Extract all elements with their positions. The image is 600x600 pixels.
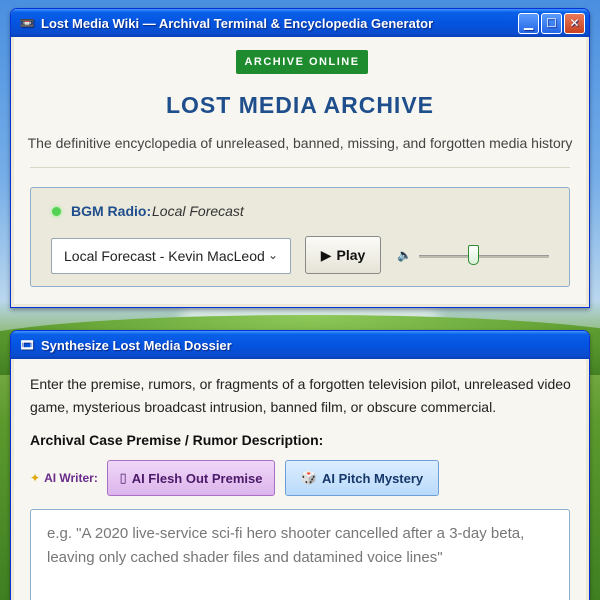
- videotape-icon: 📼: [19, 16, 35, 30]
- window-title: Lost Media Wiki — Archival Terminal & Encyclopedia Generator: [41, 15, 434, 31]
- premise-placeholder: e.g. "A 2020 live-service sci-fi hero shooter cancelled after a 3-day beta, leaving only cached shader files and datamined voice lines": [47, 525, 525, 566]
- dice-icon: 🎲: [300, 470, 318, 485]
- speaker-icon: 🔈: [397, 248, 412, 262]
- titlebar[interactable]: [11, 331, 589, 359]
- play-icon: ▶: [320, 246, 332, 263]
- page-title: LOST MEDIA ARCHIVE: [165, 92, 435, 118]
- bgm-radio-panel: [30, 187, 570, 287]
- brain-icon: ▯: [119, 470, 127, 485]
- ai-writer-text: AI Writer:: [44, 471, 98, 485]
- volume-slider-track[interactable]: [419, 255, 549, 258]
- window-client: [14, 359, 586, 600]
- ai-pitch-mystery-button[interactable]: [285, 460, 439, 496]
- play-button[interactable]: [305, 236, 381, 274]
- maximize-button[interactable]: [541, 13, 562, 34]
- archive-terminal-window: [10, 8, 590, 308]
- minimize-button[interactable]: [518, 13, 539, 34]
- play-button-label: Play: [336, 247, 366, 263]
- premise-field-label: Archival Case Premise / Rumor Description:: [30, 432, 324, 448]
- titlebar[interactable]: [11, 9, 589, 37]
- page-subtitle: The definitive encyclopedia of unreleased, banned, missing, and forgotten media history: [27, 135, 573, 151]
- radio-status-indicator: [52, 207, 61, 216]
- close-button[interactable]: [564, 13, 585, 34]
- ai-writer-label: [30, 471, 98, 485]
- close-icon: ✕: [569, 16, 580, 30]
- chevron-down-icon: ⌄: [267, 248, 278, 262]
- premise-textarea[interactable]: [30, 509, 570, 600]
- window-title: Synthesize Lost Media Dossier: [41, 337, 232, 353]
- window-client: [14, 37, 586, 304]
- film-strip-icon: 🎞: [19, 338, 35, 352]
- sparkle-icon: ✦: [30, 471, 41, 485]
- ai-flesh-out-button[interactable]: [107, 460, 275, 496]
- maximize-icon: ☐: [546, 16, 557, 30]
- minimize-icon: ▁: [523, 16, 534, 30]
- track-select[interactable]: [51, 238, 291, 274]
- ai-pitch-label: AI Pitch Mystery: [322, 470, 424, 486]
- status-badge: ARCHIVE ONLINE: [236, 50, 368, 74]
- now-playing-text: Local Forecast: [152, 203, 244, 219]
- dossier-window: [10, 330, 590, 600]
- volume-slider-thumb[interactable]: [468, 245, 479, 265]
- ai-flesh-out-label: AI Flesh Out Premise: [131, 470, 263, 486]
- radio-label: BGM Radio:: [71, 203, 152, 219]
- section-intro: Enter the premise, rumors, or fragments of a forgotten television pilot, unreleased video game, mysterious broadcast intrusion, banned film, or obscure commercial.: [30, 376, 571, 415]
- track-select-value: Local Forecast - Kevin MacLeod: [64, 248, 265, 264]
- divider: [30, 167, 570, 168]
